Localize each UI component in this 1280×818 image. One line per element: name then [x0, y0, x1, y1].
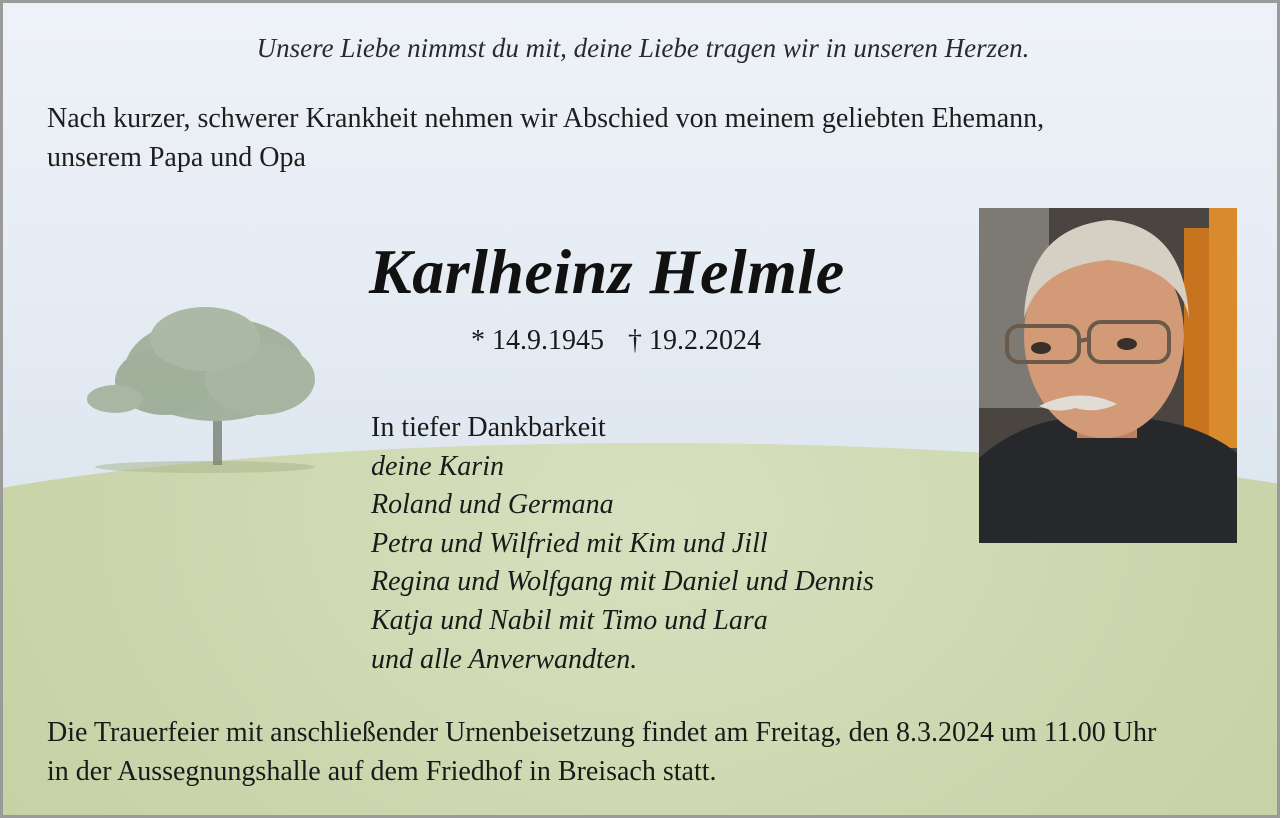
tree-illustration [55, 299, 325, 499]
service-announcement [47, 713, 1156, 791]
family-member: Regina und Wolfgang mit Daniel und Dennis [371, 566, 874, 598]
service-line-2: in der Aussegnungshalle auf dem Friedhof in Breisach statt. [47, 756, 717, 787]
deceased-name: Karlheinz Helmle [369, 236, 845, 307]
death-date: † 19.2.2024 [628, 325, 761, 356]
portrait-photo [979, 208, 1237, 543]
family-member: Katja und Nabil mit Timo und Lara [371, 604, 768, 636]
family-member: deine Karin [371, 450, 504, 482]
life-dates [471, 325, 761, 357]
family-heading: In tiefer Dankbarkeit [371, 412, 606, 443]
family-member: Petra und Wilfried mit Kim und Jill [371, 527, 768, 559]
intro-line-2: unserem Papa und Opa [47, 142, 306, 173]
intro-text [47, 99, 1044, 177]
family-member: Roland und Germana [371, 489, 614, 521]
service-line-1: Die Trauerfeier mit anschließender Urnenbeisetzung findet am Freitag, den 8.3.2024 um 11.00 Uhr [47, 717, 1157, 748]
family-member: und alle Anverwandten. [371, 643, 638, 675]
family-list [371, 409, 874, 679]
intro-line-1: Nach kurzer, schwerer Krankheit nehmen wir Abschied von meinem geliebten Ehemann, [47, 103, 1045, 134]
motto-quote: Unsere Liebe nimmst du mit, deine Liebe tragen wir in unseren Herzen. [256, 33, 1030, 63]
birth-date: * 14.9.1945 [471, 325, 604, 356]
